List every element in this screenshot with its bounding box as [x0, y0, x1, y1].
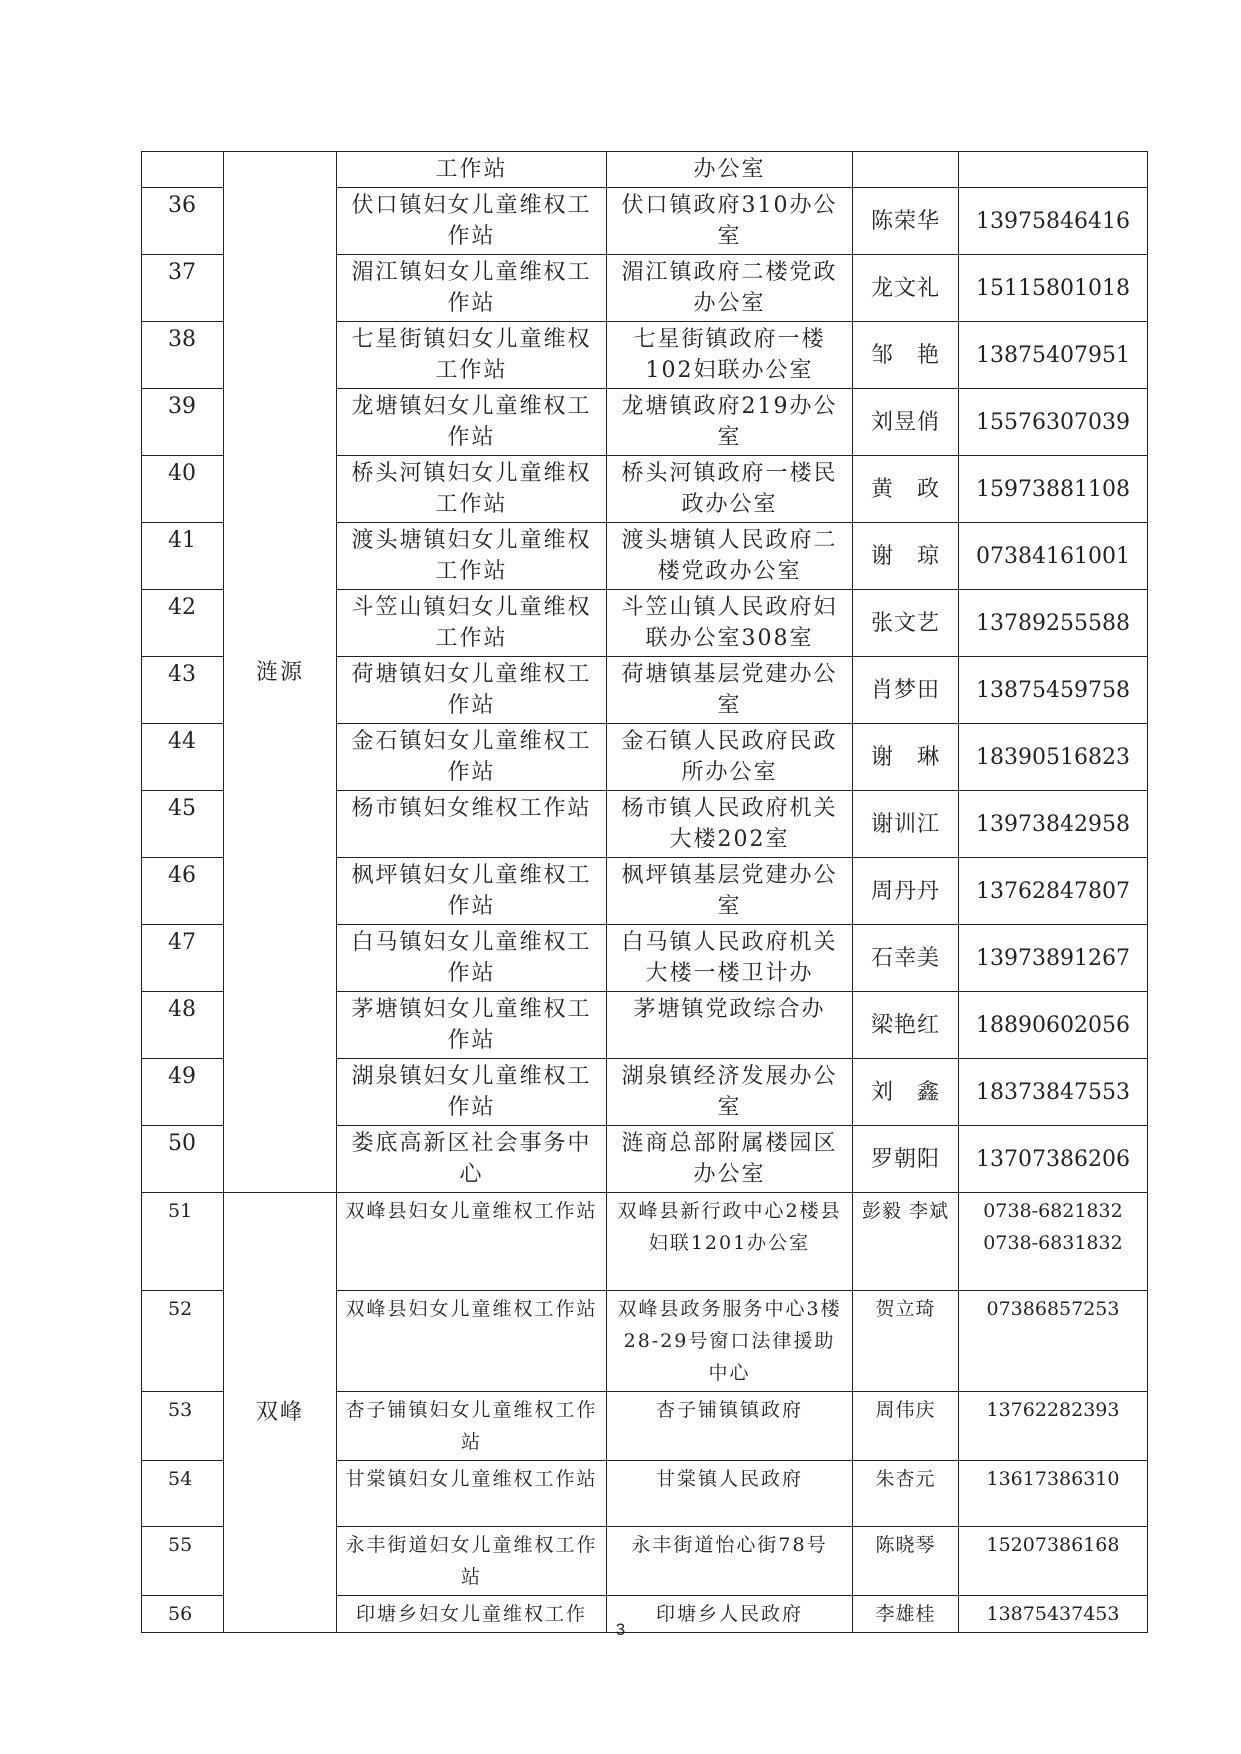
region-cell: 涟源 [224, 152, 337, 1193]
phone-cell: 15973881108 [959, 456, 1148, 523]
table-row-continuation [142, 152, 1148, 188]
station-cell: 渡头塘镇妇女儿童维权工作站 [337, 523, 607, 590]
person-cell: 谢 琳 [853, 724, 959, 791]
person-cell: 梁艳红 [853, 992, 959, 1059]
person-cell: 陈晓琴 [853, 1527, 959, 1596]
phone-cell: 13707386206 [959, 1126, 1148, 1193]
person-cell: 肖梦田 [853, 657, 959, 724]
number-cell: 36 [142, 188, 224, 255]
address-cell: 斗笠山镇人民政府妇联办公室308室 [607, 590, 853, 657]
person-cell: 黄 政 [853, 456, 959, 523]
phone-cell: 13762282393 [959, 1392, 1148, 1461]
phone-cell: 13973891267 [959, 925, 1148, 992]
person-cell: 贺立琦 [853, 1291, 959, 1392]
phone-cell: 07384161001 [959, 523, 1148, 590]
number-cell: 54 [142, 1461, 224, 1527]
address-cell: 桥头河镇政府一楼民政办公室 [607, 456, 853, 523]
station-cell: 甘棠镇妇女儿童维权工作站 [337, 1461, 607, 1527]
number-cell: 42 [142, 590, 224, 657]
phone-cell: 13875437453 [959, 1596, 1148, 1633]
phone-cell [959, 152, 1148, 188]
station-cell: 印塘乡妇女儿童维权工作 [337, 1596, 607, 1633]
person-cell: 刘 鑫 [853, 1059, 959, 1126]
person-cell: 邹 艳 [853, 322, 959, 389]
station-cell: 桥头河镇妇女儿童维权工作站 [337, 456, 607, 523]
phone-cell: 13973842958 [959, 791, 1148, 858]
phone-cell: 18890602056 [959, 992, 1148, 1059]
address-cell: 永丰街道怡心街78号 [607, 1527, 853, 1596]
address-cell: 杏子铺镇镇政府 [607, 1392, 853, 1461]
address-cell: 湖泉镇经济发展办公室 [607, 1059, 853, 1126]
phone-cell: 13762847807 [959, 858, 1148, 925]
region-cell: 双峰 [224, 1193, 337, 1633]
person-cell: 谢训江 [853, 791, 959, 858]
station-cell: 斗笠山镇妇女儿童维权工作站 [337, 590, 607, 657]
station-cell: 枫坪镇妇女儿童维权工作站 [337, 858, 607, 925]
station-cell: 娄底高新区社会事务中心 [337, 1126, 607, 1193]
station-cell: 杏子铺镇妇女儿童维权工作站 [337, 1392, 607, 1461]
number-cell: 43 [142, 657, 224, 724]
phone-cell: 13789255588 [959, 590, 1148, 657]
station-cell: 双峰县妇女儿童维权工作站 [337, 1291, 607, 1392]
station-cell: 湄江镇妇女儿童维权工作站 [337, 255, 607, 322]
person-cell: 谢 琼 [853, 523, 959, 590]
number-cell: 44 [142, 724, 224, 791]
person-cell: 石幸美 [853, 925, 959, 992]
address-cell: 双峰县新行政中心2楼县妇联1201办公室 [607, 1193, 853, 1291]
person-cell: 周丹丹 [853, 858, 959, 925]
address-cell: 白马镇人民政府机关大楼一楼卫计办 [607, 925, 853, 992]
person-cell: 朱杏元 [853, 1461, 959, 1527]
station-cell: 龙塘镇妇女儿童维权工作站 [337, 389, 607, 456]
phone-cell: 0738-6821832 0738-6831832 [959, 1193, 1148, 1291]
phone-cell: 13875407951 [959, 322, 1148, 389]
number-cell: 37 [142, 255, 224, 322]
address-cell: 荷塘镇基层党建办公室 [607, 657, 853, 724]
person-cell: 李雄桂 [853, 1596, 959, 1633]
number-cell: 41 [142, 523, 224, 590]
phone-cell: 15115801018 [959, 255, 1148, 322]
person-cell: 陈荣华 [853, 188, 959, 255]
station-cell: 伏口镇妇女儿童维权工作站 [337, 188, 607, 255]
number-cell [142, 152, 224, 188]
address-cell: 伏口镇政府310办公室 [607, 188, 853, 255]
station-cell: 金石镇妇女儿童维权工作站 [337, 724, 607, 791]
station-cell: 茅塘镇妇女儿童维权工作站 [337, 992, 607, 1059]
address-cell: 甘棠镇人民政府 [607, 1461, 853, 1527]
phone-cell: 13617386310 [959, 1461, 1148, 1527]
phone-cell: 18373847553 [959, 1059, 1148, 1126]
address-cell: 印塘乡人民政府 [607, 1596, 853, 1633]
address-cell: 枫坪镇基层党建办公室 [607, 858, 853, 925]
number-cell: 45 [142, 791, 224, 858]
number-cell: 53 [142, 1392, 224, 1461]
phone-cell: 07386857253 [959, 1291, 1148, 1392]
phone-cell: 13875459758 [959, 657, 1148, 724]
station-cell: 白马镇妇女儿童维权工作站 [337, 925, 607, 992]
address-cell: 七星街镇政府一楼102妇联办公室 [607, 322, 853, 389]
address-cell: 杨市镇人民政府机关大楼202室 [607, 791, 853, 858]
station-cell: 荷塘镇妇女儿童维权工作站 [337, 657, 607, 724]
station-cell: 七星街镇妇女儿童维权工作站 [337, 322, 607, 389]
person-cell: 张文艺 [853, 590, 959, 657]
phone-cell: 15576307039 [959, 389, 1148, 456]
person-cell: 周伟庆 [853, 1392, 959, 1461]
number-cell: 51 [142, 1193, 224, 1291]
station-cell: 湖泉镇妇女儿童维权工作站 [337, 1059, 607, 1126]
address-cell: 茅塘镇党政综合办 [607, 992, 853, 1059]
number-cell: 49 [142, 1059, 224, 1126]
address-cell: 双峰县政务服务中心3楼28-29号窗口法律援助中心 [607, 1291, 853, 1392]
person-cell: 彭毅 李斌 [853, 1193, 959, 1291]
number-cell: 50 [142, 1126, 224, 1193]
table-row [142, 1193, 1148, 1291]
address-cell: 湄江镇政府二楼党政办公室 [607, 255, 853, 322]
contact-table [141, 151, 1148, 1633]
number-cell: 38 [142, 322, 224, 389]
phone-cell: 18390516823 [959, 724, 1148, 791]
number-cell: 40 [142, 456, 224, 523]
number-cell: 47 [142, 925, 224, 992]
phone-cell: 15207386168 [959, 1527, 1148, 1596]
address-cell: 办公室 [607, 152, 853, 188]
address-cell: 渡头塘镇人民政府二楼党政办公室 [607, 523, 853, 590]
number-cell: 55 [142, 1527, 224, 1596]
number-cell: 46 [142, 858, 224, 925]
number-cell: 48 [142, 992, 224, 1059]
address-cell: 龙塘镇政府219办公室 [607, 389, 853, 456]
address-cell: 涟商总部附属楼园区办公室 [607, 1126, 853, 1193]
address-cell: 金石镇人民政府民政所办公室 [607, 724, 853, 791]
person-cell: 罗朝阳 [853, 1126, 959, 1193]
person-cell [853, 152, 959, 188]
number-cell: 39 [142, 389, 224, 456]
station-cell: 工作站 [337, 152, 607, 188]
station-cell: 永丰街道妇女儿童维权工作站 [337, 1527, 607, 1596]
number-cell: 56 [142, 1596, 224, 1633]
page-number: 3 [615, 1620, 626, 1639]
phone-cell: 13975846416 [959, 188, 1148, 255]
station-cell: 双峰县妇女儿童维权工作站 [337, 1193, 607, 1291]
person-cell: 龙文礼 [853, 255, 959, 322]
person-cell: 刘昱俏 [853, 389, 959, 456]
station-cell: 杨市镇妇女维权工作站 [337, 791, 607, 858]
number-cell: 52 [142, 1291, 224, 1392]
